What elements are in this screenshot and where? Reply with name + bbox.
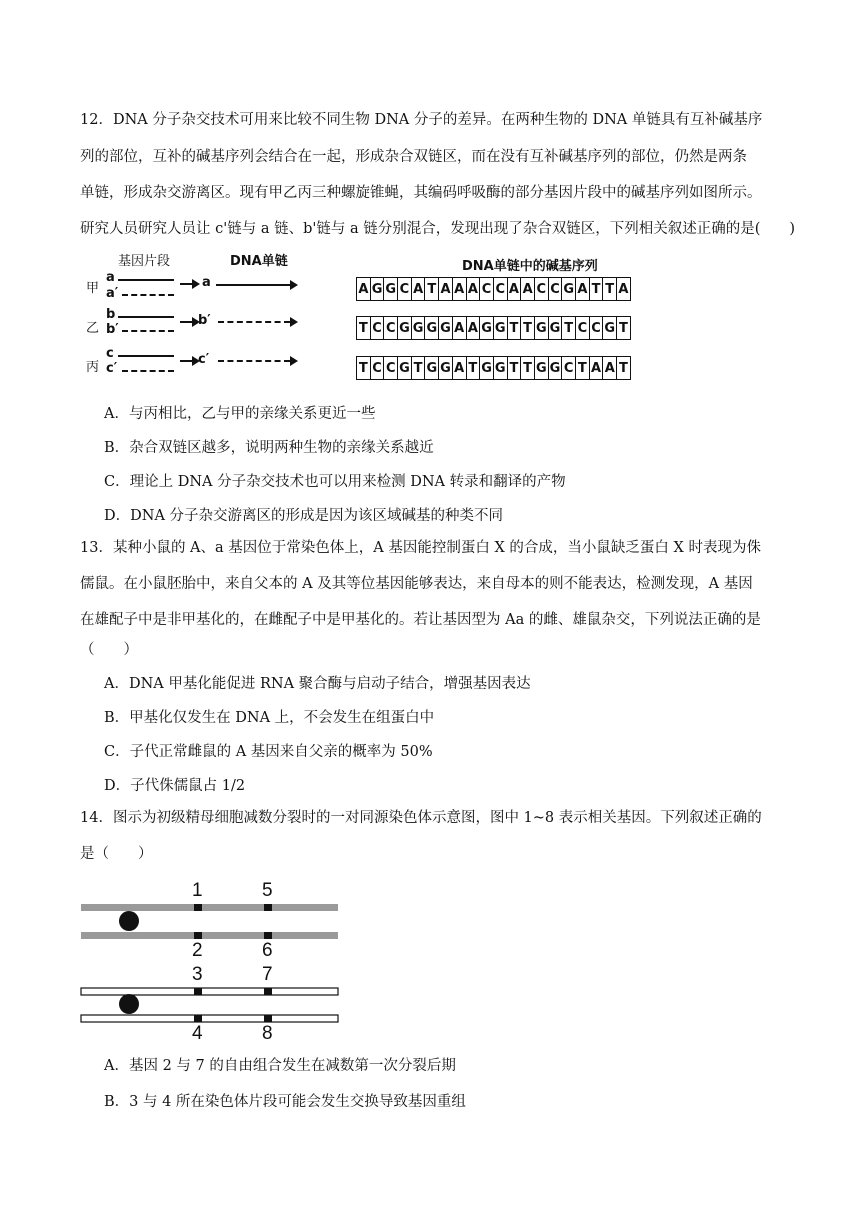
base-cell: C: [590, 317, 604, 339]
base-cell: A: [439, 278, 453, 300]
base-cell: G: [494, 357, 508, 379]
gene-b-label: b: [106, 307, 116, 322]
base-cell: A: [357, 278, 371, 300]
q13-option-b[interactable]: B．甲基化仅发生在 DNA 上，不会发生在组蛋白中: [104, 710, 435, 726]
base-cell: T: [576, 357, 590, 379]
centromere-grey: [119, 911, 139, 931]
q13-option-a[interactable]: A．DNA 甲基化能促进 RNA 聚合酶与启动子结合，增强基因表达: [104, 676, 531, 692]
q14-option-b[interactable]: B．3 与 4 所在染色体片段可能会发生交换导致基因重组: [104, 1094, 466, 1110]
base-cell: A: [508, 278, 522, 300]
base-cell: G: [398, 317, 412, 339]
base-cell: G: [384, 278, 398, 300]
base-cell: T: [562, 317, 576, 339]
gene-label-7: 7: [262, 964, 273, 985]
base-cell: A: [412, 278, 426, 300]
centromere-white: [119, 994, 139, 1014]
base-cell: C: [576, 317, 590, 339]
base-cell: G: [549, 357, 563, 379]
base-cell: T: [508, 357, 522, 379]
base-cell: G: [535, 357, 549, 379]
q13-line-2: 儒鼠。在小鼠胚胎中，来自父本的 A 及其等位基因能够表达，来自母本的则不能表达，检测发现，A 基因: [80, 576, 753, 592]
base-cell: C: [549, 278, 563, 300]
base-cell: T: [357, 357, 371, 379]
base-cell: G: [603, 317, 617, 339]
strand-a-label: a: [202, 275, 211, 290]
gene-locus: [264, 1015, 272, 1022]
grey-chromatid-upper: [81, 904, 338, 911]
gene-locus: [264, 988, 272, 995]
base-cell: C: [384, 357, 398, 379]
header-base-sequence: DNA单链中的碱基序列: [462, 259, 598, 274]
base-cell: A: [590, 357, 604, 379]
gene-locus: [194, 988, 202, 995]
base-cell: G: [439, 357, 453, 379]
base-cell: G: [425, 317, 439, 339]
q14-line-2: 是（ ）: [80, 846, 153, 862]
strand-b-prime-label: b′: [198, 313, 211, 328]
base-cell: A: [603, 357, 617, 379]
base-cell: T: [617, 357, 631, 379]
base-cell: T: [357, 317, 371, 339]
base-cell: G: [562, 278, 576, 300]
gene-label-8: 8: [262, 1023, 273, 1044]
base-cell: G: [412, 317, 426, 339]
base-cell: C: [371, 357, 385, 379]
base-cell: A: [576, 278, 590, 300]
q12-line-1: 12．DNA 分子杂交技术可用来比较不同生物 DNA 分子的差异。在两种生物的 DNA 单链具有互补碱基序: [80, 112, 763, 128]
q14-option-a[interactable]: A．基因 2 与 7 的自由组合发生在减数第一次分裂后期: [104, 1058, 456, 1074]
gene-label-2: 2: [192, 940, 203, 961]
q12-option-a[interactable]: A．与丙相比，乙与甲的亲缘关系更近一些: [104, 406, 376, 422]
base-cell: G: [480, 357, 494, 379]
base-cell: T: [412, 357, 426, 379]
base-cell: T: [508, 317, 522, 339]
gene-label-6: 6: [262, 940, 273, 961]
white-chromatid-lower: [81, 1015, 338, 1022]
white-chromatid-upper: [81, 988, 338, 995]
base-cell: T: [425, 278, 439, 300]
base-cell: C: [494, 278, 508, 300]
base-cell: A: [521, 278, 535, 300]
base-cell: A: [453, 278, 467, 300]
base-cell: G: [371, 278, 385, 300]
gene-locus: [264, 904, 272, 911]
base-cell: G: [398, 357, 412, 379]
base-cell: G: [535, 317, 549, 339]
gene-a-prime-label: a′: [106, 286, 119, 301]
base-cell: G: [425, 357, 439, 379]
gene-locus: [194, 1015, 202, 1022]
strand-c-prime-label: c′: [198, 352, 210, 367]
header-dna-strand: DNA单链: [230, 254, 288, 269]
base-cell: T: [467, 357, 481, 379]
base-cell: A: [453, 357, 467, 379]
base-cell: T: [521, 357, 535, 379]
q13-option-c[interactable]: C．子代正常雌鼠的 A 基因来自父亲的概率为 50%: [104, 744, 433, 760]
base-cell: C: [562, 357, 576, 379]
base-cell: C: [384, 317, 398, 339]
q12-option-d[interactable]: D．DNA 分子杂交游离区的形成是因为该区域碱基的种类不同: [104, 508, 504, 524]
q12-option-c[interactable]: C．理论上 DNA 分子杂交技术也可以用来检测 DNA 转录和翻译的产物: [104, 474, 566, 490]
base-cell: A: [467, 317, 481, 339]
base-cell: T: [617, 317, 631, 339]
grey-chromatid-lower: [81, 932, 338, 939]
base-cell: G: [549, 317, 563, 339]
base-cell: A: [617, 278, 631, 300]
gene-label-3: 3: [192, 964, 203, 985]
base-cell: A: [467, 278, 481, 300]
gene-locus: [194, 932, 202, 939]
gene-label-1: 1: [192, 880, 203, 901]
base-cell: T: [521, 317, 535, 339]
gene-a-label: a: [106, 270, 115, 285]
header-gene-fragment: 基因片段: [118, 254, 171, 269]
gene-locus: [194, 904, 202, 911]
base-cell: A: [453, 317, 467, 339]
q13-option-d[interactable]: D．子代侏儒鼠占 1/2: [104, 778, 246, 794]
base-cell: C: [371, 317, 385, 339]
base-cell: G: [480, 317, 494, 339]
species-bing: 丙: [86, 360, 100, 375]
gene-label-4: 4: [192, 1023, 203, 1044]
base-cell: T: [603, 278, 617, 300]
base-cell: G: [439, 317, 453, 339]
gene-label-5: 5: [262, 880, 273, 901]
gene-c-prime-label: c′: [106, 361, 118, 376]
base-cell: G: [494, 317, 508, 339]
gene-locus: [264, 932, 272, 939]
q13-line-1: 13．某种小鼠的 A、a 基因位于常染色体上，A 基因能控制蛋白 X 的合成，当小鼠缺乏蛋白 X 时表现为侏: [80, 540, 761, 556]
base-cell: C: [398, 278, 412, 300]
q14-line-1: 14．图示为初级精母细胞减数分裂时的一对同源染色体示意图，图中 1~8 表示相关基因。下列叙述正确的: [80, 810, 762, 826]
gene-b-prime-label: b′: [106, 322, 119, 337]
species-jia: 甲: [86, 281, 100, 296]
q12-line-3: 单链，形成杂交游离区。现有甲乙丙三种螺旋锥蝇，其编码呼吸酶的部分基因片段中的碱基序列如图所示。: [80, 185, 762, 201]
base-cell: C: [480, 278, 494, 300]
q12-line-4: 研究人员研究人员让 c'链与 a 链、b'链与 a 链分别混合，发现出现了杂合双链区，下列相关叙述正确的是( ): [80, 221, 796, 237]
q12-line-2: 列的部位，互补的碱基序列会结合在一起，形成杂合双链区，而在没有互补碱基序列的部位，仍然是两条: [80, 149, 747, 165]
species-yi: 乙: [86, 321, 100, 336]
q12-option-b[interactable]: B．杂合双链区越多，说明两种生物的亲缘关系越近: [104, 440, 434, 456]
q13-line-3: 在雄配子中是非甲基化的，在雌配子中是甲基化的。若让基因型为 Aa 的雌、雄鼠杂交，下列说法正确的是: [80, 612, 761, 628]
base-cell: C: [535, 278, 549, 300]
gene-c-label: c: [106, 346, 114, 361]
base-cell: T: [590, 278, 604, 300]
q13-line-4: （ ）: [80, 642, 138, 658]
